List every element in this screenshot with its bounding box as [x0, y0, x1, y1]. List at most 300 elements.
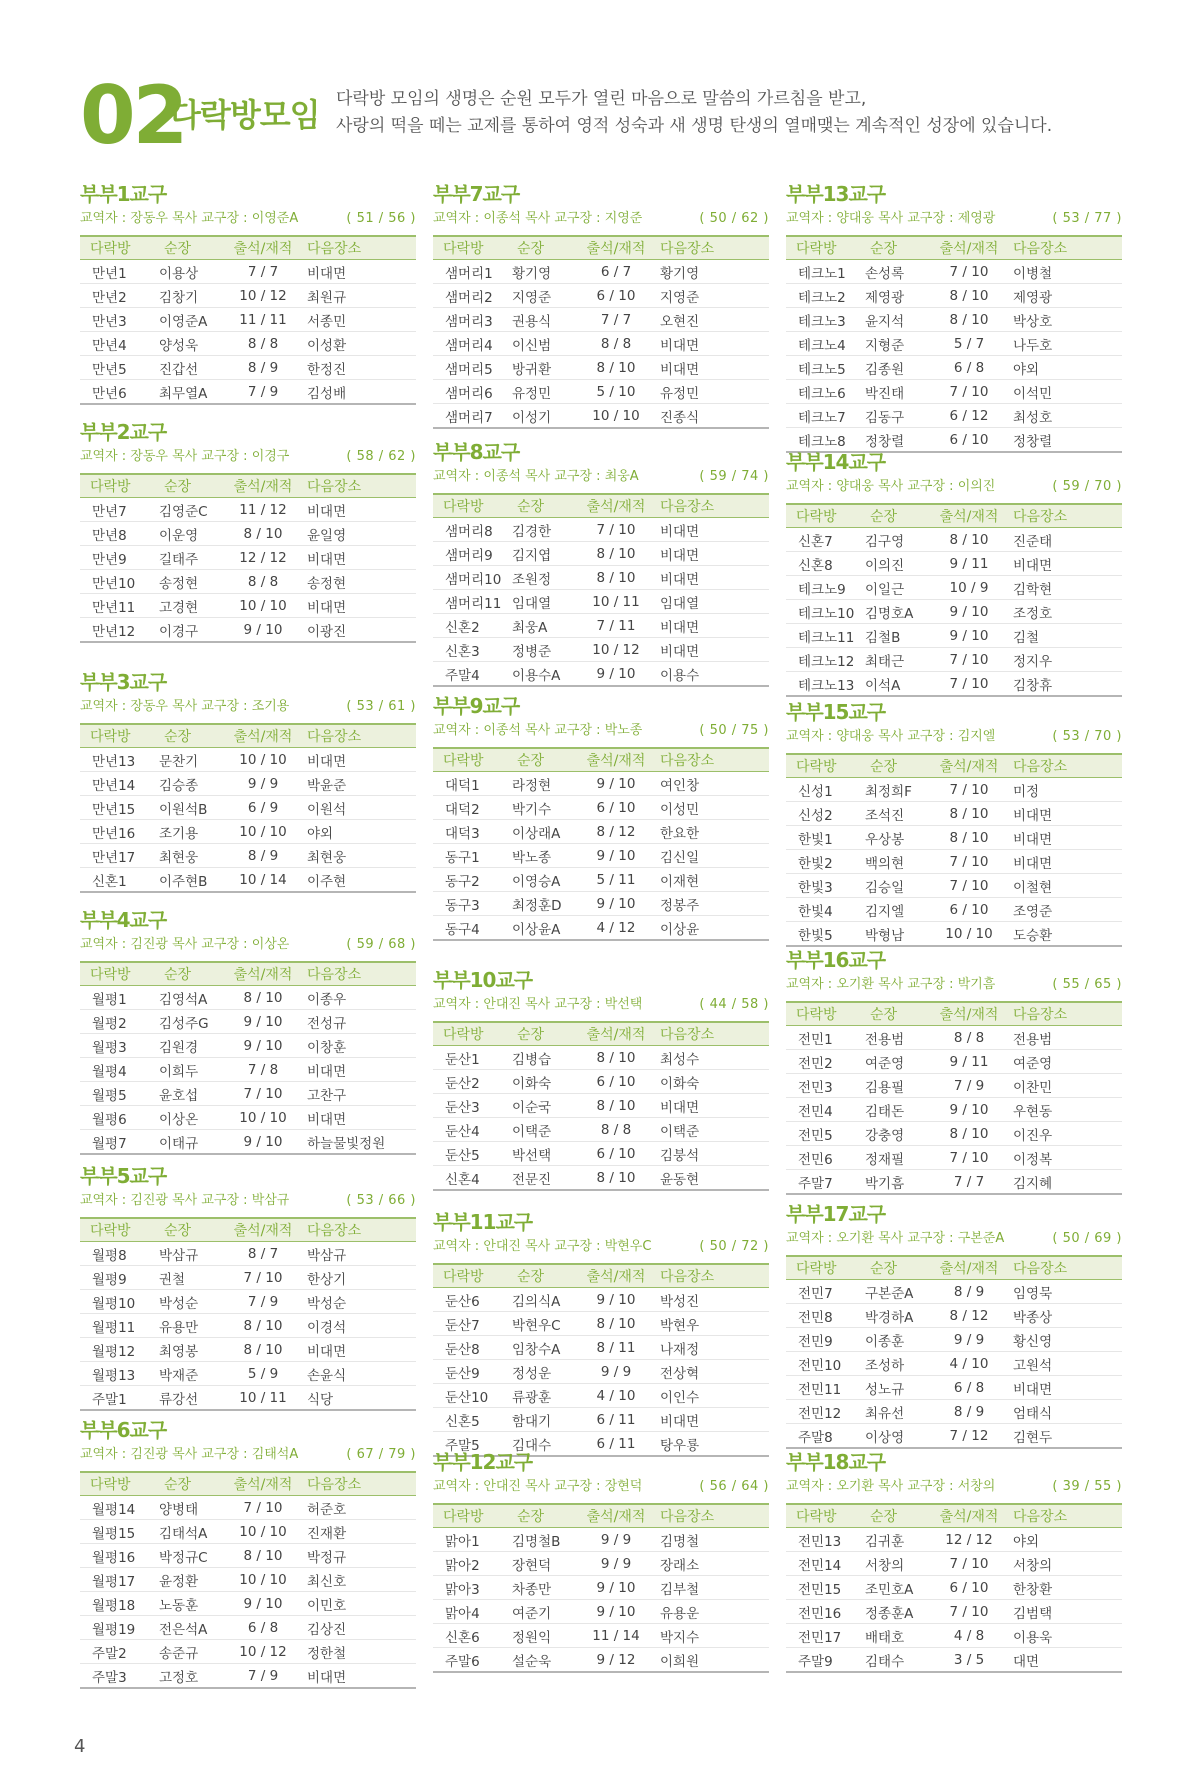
group-info	[433, 721, 769, 741]
next-place-cell: 유용운	[651, 1600, 769, 1624]
room-cell: 샘머리8	[433, 518, 505, 542]
next-place-cell: 박윤준	[298, 772, 416, 796]
attendance-cell: 7 / 11	[581, 614, 651, 638]
room-cell: 월평6	[80, 1106, 152, 1130]
column-header: 출석/재적	[581, 1264, 651, 1288]
next-place-cell: 정한철	[298, 1640, 416, 1664]
group-title: 부부6교구	[80, 1418, 167, 1442]
column-header: 다음장소	[298, 474, 416, 498]
leader-cell: 이상래A	[505, 820, 581, 844]
next-place-cell: 한상기	[298, 1266, 416, 1290]
next-place-cell: 유정민	[651, 380, 769, 404]
leader-cell: 이주현B	[152, 868, 228, 893]
attendance-cell: 7 / 10	[934, 874, 1004, 898]
leader-cell: 지영준	[505, 284, 581, 308]
group-title: 부부3교구	[80, 670, 167, 694]
table-row	[80, 748, 416, 772]
room-cell: 맑아3	[433, 1576, 505, 1600]
table-row	[786, 404, 1122, 428]
group-staff: 교역자 : 장동우 목사 교구장 : 조기용	[80, 699, 290, 714]
attendance-cell: 5 / 9	[228, 1362, 298, 1386]
column-header: 다음장소	[651, 748, 769, 772]
column-header: 순장	[505, 494, 581, 518]
leader-cell: 박정규C	[152, 1544, 228, 1568]
leader-cell: 차종만	[505, 1576, 581, 1600]
column-header: 순장	[152, 962, 228, 986]
leader-cell: 김귀훈	[858, 1528, 934, 1552]
attendance-cell: 9 / 10	[934, 600, 1004, 624]
group-staff: 교역자 : 오기환 목사 교구장 : 서창의	[786, 1479, 996, 1494]
table-row	[80, 1082, 416, 1106]
table-row	[433, 566, 769, 590]
column-header: 출석/재적	[228, 962, 298, 986]
attendance-cell: 10 / 11	[581, 590, 651, 614]
group-attendance-total: ( 50 / 75 )	[699, 723, 769, 738]
next-place-cell: 비대면	[298, 748, 416, 772]
table-row	[433, 820, 769, 844]
next-place-cell: 박삼규	[298, 1242, 416, 1266]
leader-cell: 김태석A	[152, 1520, 228, 1544]
next-place-cell: 비대면	[298, 1664, 416, 1689]
group-info	[786, 1229, 1122, 1249]
table-row	[786, 552, 1122, 576]
leader-cell: 이의진	[858, 552, 934, 576]
next-place-cell: 이용욱	[1004, 1624, 1122, 1648]
next-place-cell: 진준태	[1004, 528, 1122, 552]
next-place-cell: 미정	[1004, 778, 1122, 802]
group-section	[80, 418, 416, 643]
attendance-cell: 8 / 8	[228, 332, 298, 356]
room-cell: 전민1	[786, 1026, 858, 1050]
attendance-cell: 7 / 10	[934, 1146, 1004, 1170]
attendance-cell: 5 / 10	[581, 380, 651, 404]
attendance-cell: 7 / 10	[934, 1600, 1004, 1624]
table-row	[80, 1640, 416, 1664]
group-attendance-total: ( 59 / 70 )	[1052, 479, 1122, 494]
group-info	[786, 1477, 1122, 1497]
table-row	[786, 1624, 1122, 1648]
leader-cell: 손성록	[858, 260, 934, 284]
room-cell: 월평19	[80, 1616, 152, 1640]
table-row	[786, 624, 1122, 648]
leader-cell: 고정호	[152, 1664, 228, 1689]
attendance-cell: 10 / 11	[228, 1386, 298, 1411]
next-place-cell: 전성규	[298, 1010, 416, 1034]
column-header: 출석/재적	[934, 1504, 1004, 1528]
next-place-cell: 김학현	[1004, 576, 1122, 600]
next-place-cell: 비대면	[651, 356, 769, 380]
room-cell: 월평17	[80, 1568, 152, 1592]
leader-cell: 김영석A	[152, 986, 228, 1010]
group-section	[786, 448, 1122, 697]
room-cell: 한빛1	[786, 826, 858, 850]
table-row	[786, 648, 1122, 672]
table-row	[80, 1058, 416, 1082]
next-place-cell: 오현진	[651, 308, 769, 332]
table-row	[80, 772, 416, 796]
next-place-cell: 비대면	[651, 566, 769, 590]
room-cell: 전민16	[786, 1600, 858, 1624]
next-place-cell: 여인창	[651, 772, 769, 796]
next-place-cell: 비대면	[298, 546, 416, 570]
room-cell: 전민6	[786, 1146, 858, 1170]
next-place-cell: 서종민	[298, 308, 416, 332]
table-row	[80, 332, 416, 356]
attendance-cell: 9 / 10	[581, 844, 651, 868]
room-cell: 동구4	[433, 916, 505, 941]
table-row	[80, 844, 416, 868]
table-row	[433, 892, 769, 916]
attendance-cell: 6 / 10	[581, 284, 651, 308]
next-place-cell: 이종우	[298, 986, 416, 1010]
group-section	[786, 698, 1122, 947]
room-cell: 전민12	[786, 1400, 858, 1424]
group-table	[80, 1471, 416, 1689]
leader-cell: 김지엽	[505, 542, 581, 566]
next-place-cell: 이희원	[651, 1648, 769, 1673]
table-row	[786, 600, 1122, 624]
next-place-cell: 최성호	[1004, 404, 1122, 428]
room-cell: 테크노10	[786, 600, 858, 624]
room-cell: 주말8	[786, 1424, 858, 1449]
column-header: 다락방	[786, 236, 858, 260]
attendance-cell: 9 / 9	[934, 1328, 1004, 1352]
group-staff: 교역자 : 김진광 목사 교구장 : 김태석A	[80, 1447, 299, 1462]
room-cell: 월평4	[80, 1058, 152, 1082]
leader-cell: 여준영	[858, 1050, 934, 1074]
leader-cell: 김영준C	[152, 498, 228, 522]
group-section	[786, 180, 1122, 453]
attendance-cell: 6 / 8	[934, 1376, 1004, 1400]
next-place-cell: 비대면	[1004, 552, 1122, 576]
attendance-cell: 8 / 10	[934, 284, 1004, 308]
attendance-cell: 9 / 10	[228, 1592, 298, 1616]
table-row	[433, 1312, 769, 1336]
column-header: 출석/재적	[934, 504, 1004, 528]
room-cell: 한빛5	[786, 922, 858, 947]
table-header-row	[786, 1002, 1122, 1026]
next-place-cell: 비대면	[651, 638, 769, 662]
next-place-cell: 제영광	[1004, 284, 1122, 308]
leader-cell: 김종원	[858, 356, 934, 380]
group-attendance-total: ( 50 / 72 )	[699, 1239, 769, 1254]
table-row	[80, 796, 416, 820]
leader-cell: 최영봉	[152, 1338, 228, 1362]
attendance-cell: 7 / 9	[228, 1664, 298, 1689]
room-cell: 주말6	[433, 1648, 505, 1673]
leader-cell: 백의현	[858, 850, 934, 874]
next-place-cell: 황신영	[1004, 1328, 1122, 1352]
next-place-cell: 비대면	[651, 332, 769, 356]
leader-cell: 박재준	[152, 1362, 228, 1386]
group-title: 부부17교구	[786, 1202, 886, 1226]
group-section	[80, 1416, 416, 1689]
next-place-cell: 전용범	[1004, 1026, 1122, 1050]
column-header: 다락방	[433, 236, 505, 260]
table-row	[786, 528, 1122, 552]
next-place-cell: 비대면	[1004, 1376, 1122, 1400]
group-attendance-total: ( 50 / 62 )	[699, 211, 769, 226]
group-staff: 교역자 : 이종석 목사 교구장 : 박노종	[433, 723, 643, 738]
table-row	[786, 1352, 1122, 1376]
column-header: 다락방	[80, 236, 152, 260]
group-attendance-total: ( 51 / 56 )	[346, 211, 416, 226]
next-place-cell: 송정현	[298, 570, 416, 594]
column-header: 순장	[505, 1504, 581, 1528]
table-row	[433, 772, 769, 796]
leader-cell: 박현우C	[505, 1312, 581, 1336]
leader-cell: 박삼규	[152, 1242, 228, 1266]
group-staff: 교역자 : 이종석 목사 교구장 : 지영준	[433, 211, 643, 226]
group-title: 부부5교구	[80, 1164, 167, 1188]
leader-cell: 이경구	[152, 618, 228, 643]
room-cell: 만년12	[80, 618, 152, 643]
room-cell: 둔산8	[433, 1336, 505, 1360]
next-place-cell: 임대열	[651, 590, 769, 614]
attendance-cell: 9 / 10	[581, 892, 651, 916]
leader-cell: 전문진	[505, 1166, 581, 1191]
table-row	[433, 404, 769, 429]
attendance-cell: 9 / 9	[581, 1552, 651, 1576]
room-cell: 주말1	[80, 1386, 152, 1411]
group-attendance-total: ( 55 / 65 )	[1052, 977, 1122, 992]
table-row	[786, 1576, 1122, 1600]
group-info	[80, 935, 416, 955]
group-info	[80, 697, 416, 717]
room-cell: 테크노8	[786, 428, 858, 453]
table-row	[786, 576, 1122, 600]
table-row	[80, 986, 416, 1010]
table-row	[786, 356, 1122, 380]
next-place-cell: 박현우	[651, 1312, 769, 1336]
table-row	[786, 874, 1122, 898]
group-section	[433, 966, 769, 1191]
attendance-cell: 11 / 14	[581, 1624, 651, 1648]
leader-cell: 성노규	[858, 1376, 934, 1400]
room-cell: 샘머리9	[433, 542, 505, 566]
attendance-cell: 9 / 10	[581, 772, 651, 796]
leader-cell: 윤지석	[858, 308, 934, 332]
room-cell: 둔산1	[433, 1046, 505, 1070]
next-place-cell: 이상윤	[651, 916, 769, 941]
room-cell: 샘머리10	[433, 566, 505, 590]
attendance-cell: 8 / 10	[581, 566, 651, 590]
leader-cell: 조기용	[152, 820, 228, 844]
group-attendance-total: ( 53 / 70 )	[1052, 729, 1122, 744]
table-header-row	[786, 1256, 1122, 1280]
table-row	[80, 308, 416, 332]
leader-cell: 김구영	[858, 528, 934, 552]
group-table	[433, 493, 769, 687]
attendance-cell: 9 / 10	[228, 618, 298, 643]
group-info	[433, 1237, 769, 1257]
leader-cell: 박노종	[505, 844, 581, 868]
table-row	[786, 284, 1122, 308]
column-header: 순장	[505, 748, 581, 772]
column-header: 다음장소	[298, 236, 416, 260]
column-header: 다락방	[80, 1218, 152, 1242]
attendance-cell: 5 / 11	[581, 868, 651, 892]
group-info	[80, 447, 416, 467]
next-place-cell: 김신일	[651, 844, 769, 868]
column-header: 출석/재적	[228, 1218, 298, 1242]
room-cell: 신혼8	[786, 552, 858, 576]
table-row	[786, 1146, 1122, 1170]
attendance-cell: 7 / 10	[228, 1496, 298, 1520]
attendance-cell: 12 / 12	[228, 546, 298, 570]
next-place-cell: 비대면	[1004, 850, 1122, 874]
room-cell: 둔산6	[433, 1288, 505, 1312]
description-line-2: 사랑의 떡을 떼는 교제를 통하여 영적 성숙과 새 생명 탄생의 열매맺는 계속적인 성장에 있습니다.	[336, 116, 1053, 136]
leader-cell: 박형남	[858, 922, 934, 947]
room-cell: 테크노5	[786, 356, 858, 380]
next-place-cell: 나두호	[1004, 332, 1122, 356]
group-table	[433, 1021, 769, 1191]
group-section	[433, 438, 769, 687]
room-cell: 만년5	[80, 356, 152, 380]
group-table	[80, 235, 416, 405]
column-header: 순장	[152, 236, 228, 260]
attendance-cell: 3 / 5	[934, 1648, 1004, 1673]
leader-cell: 조민호A	[858, 1576, 934, 1600]
room-cell: 전민5	[786, 1122, 858, 1146]
group-table	[433, 747, 769, 941]
attendance-cell: 9 / 9	[581, 1528, 651, 1552]
table-row	[433, 1046, 769, 1070]
attendance-cell: 7 / 10	[228, 1266, 298, 1290]
room-cell: 만년16	[80, 820, 152, 844]
leader-cell: 배태호	[858, 1624, 934, 1648]
leader-cell: 김철B	[858, 624, 934, 648]
table-row	[80, 1496, 416, 1520]
table-row	[80, 1568, 416, 1592]
table-row	[80, 1544, 416, 1568]
column-header: 출석/재적	[934, 1002, 1004, 1026]
room-cell: 만년10	[80, 570, 152, 594]
group-section	[80, 906, 416, 1155]
leader-cell: 권용식	[505, 308, 581, 332]
leader-cell: 김의식A	[505, 1288, 581, 1312]
column-header: 다음장소	[1004, 1256, 1122, 1280]
column-header: 출석/재적	[228, 1472, 298, 1496]
table-row	[433, 284, 769, 308]
column-header: 다락방	[786, 1256, 858, 1280]
next-place-cell: 허준호	[298, 1496, 416, 1520]
next-place-cell: 서창의	[1004, 1552, 1122, 1576]
table-header-row	[80, 1218, 416, 1242]
leader-cell: 구본준A	[858, 1280, 934, 1304]
description-line-1: 다락방 모임의 생명은 순원 모두가 열린 마음으로 말씀의 가르침을 받고,	[336, 89, 867, 109]
attendance-cell: 8 / 10	[228, 1338, 298, 1362]
leader-cell: 박성순	[152, 1290, 228, 1314]
group-staff: 교역자 : 양대웅 목사 교구장 : 제영광	[786, 211, 996, 226]
table-header-row	[433, 1022, 769, 1046]
next-place-cell: 야외	[298, 820, 416, 844]
table-row	[80, 1034, 416, 1058]
next-place-cell: 황기영	[651, 260, 769, 284]
table-row	[433, 1360, 769, 1384]
room-cell: 둔산7	[433, 1312, 505, 1336]
table-row	[786, 1600, 1122, 1624]
column-header: 다음장소	[1004, 1504, 1122, 1528]
attendance-cell: 9 / 10	[581, 1600, 651, 1624]
table-row	[80, 820, 416, 844]
table-row	[786, 1328, 1122, 1352]
leader-cell: 조성하	[858, 1352, 934, 1376]
attendance-cell: 4 / 10	[581, 1384, 651, 1408]
group-title: 부부14교구	[786, 450, 886, 474]
attendance-cell: 10 / 10	[228, 1520, 298, 1544]
table-row	[80, 1266, 416, 1290]
group-table	[786, 1255, 1122, 1449]
attendance-cell: 10 / 12	[228, 1640, 298, 1664]
next-place-cell: 비대면	[651, 614, 769, 638]
attendance-cell: 7 / 9	[934, 1074, 1004, 1098]
room-cell: 맑아4	[433, 1600, 505, 1624]
next-place-cell: 이철현	[1004, 874, 1122, 898]
column-header: 순장	[152, 474, 228, 498]
leader-cell: 정성운	[505, 1360, 581, 1384]
room-cell: 월평8	[80, 1242, 152, 1266]
attendance-cell: 10 / 9	[934, 576, 1004, 600]
table-row	[433, 844, 769, 868]
next-place-cell: 비대면	[651, 518, 769, 542]
group-table	[80, 473, 416, 643]
attendance-cell: 9 / 10	[228, 1034, 298, 1058]
column-header: 다음장소	[1004, 504, 1122, 528]
attendance-cell: 7 / 10	[934, 1552, 1004, 1576]
table-row	[786, 778, 1122, 802]
leader-cell: 강충영	[858, 1122, 934, 1146]
table-row	[80, 1010, 416, 1034]
attendance-cell: 8 / 8	[228, 570, 298, 594]
table-row	[80, 570, 416, 594]
group-table	[80, 1217, 416, 1411]
next-place-cell: 진재환	[298, 1520, 416, 1544]
column-header: 다락방	[433, 1504, 505, 1528]
table-row	[433, 308, 769, 332]
column-header: 다락방	[786, 1002, 858, 1026]
room-cell: 둔산2	[433, 1070, 505, 1094]
next-place-cell: 손윤식	[298, 1362, 416, 1386]
table-row	[433, 662, 769, 687]
leader-cell: 김원경	[152, 1034, 228, 1058]
attendance-cell: 8 / 7	[228, 1242, 298, 1266]
group-section	[80, 668, 416, 893]
group-title: 부부7교구	[433, 182, 520, 206]
table-row	[80, 1338, 416, 1362]
next-place-cell: 이주현	[298, 868, 416, 893]
group-section	[80, 180, 416, 405]
attendance-cell: 9 / 11	[934, 552, 1004, 576]
table-row	[786, 1648, 1122, 1673]
group-attendance-total: ( 53 / 66 )	[346, 1193, 416, 1208]
column-header: 다락방	[786, 1504, 858, 1528]
table-row	[786, 308, 1122, 332]
attendance-cell: 6 / 10	[934, 898, 1004, 922]
column-header: 다음장소	[1004, 1002, 1122, 1026]
next-place-cell: 비대면	[651, 1094, 769, 1118]
leader-cell: 최정희F	[858, 778, 934, 802]
next-place-cell: 박정규	[298, 1544, 416, 1568]
room-cell: 만년13	[80, 748, 152, 772]
group-title: 부부4교구	[80, 908, 167, 932]
column-header: 출석/재적	[934, 1256, 1004, 1280]
attendance-cell: 8 / 10	[581, 1166, 651, 1191]
attendance-cell: 9 / 9	[581, 1360, 651, 1384]
attendance-cell: 10 / 12	[581, 638, 651, 662]
room-cell: 월평15	[80, 1520, 152, 1544]
